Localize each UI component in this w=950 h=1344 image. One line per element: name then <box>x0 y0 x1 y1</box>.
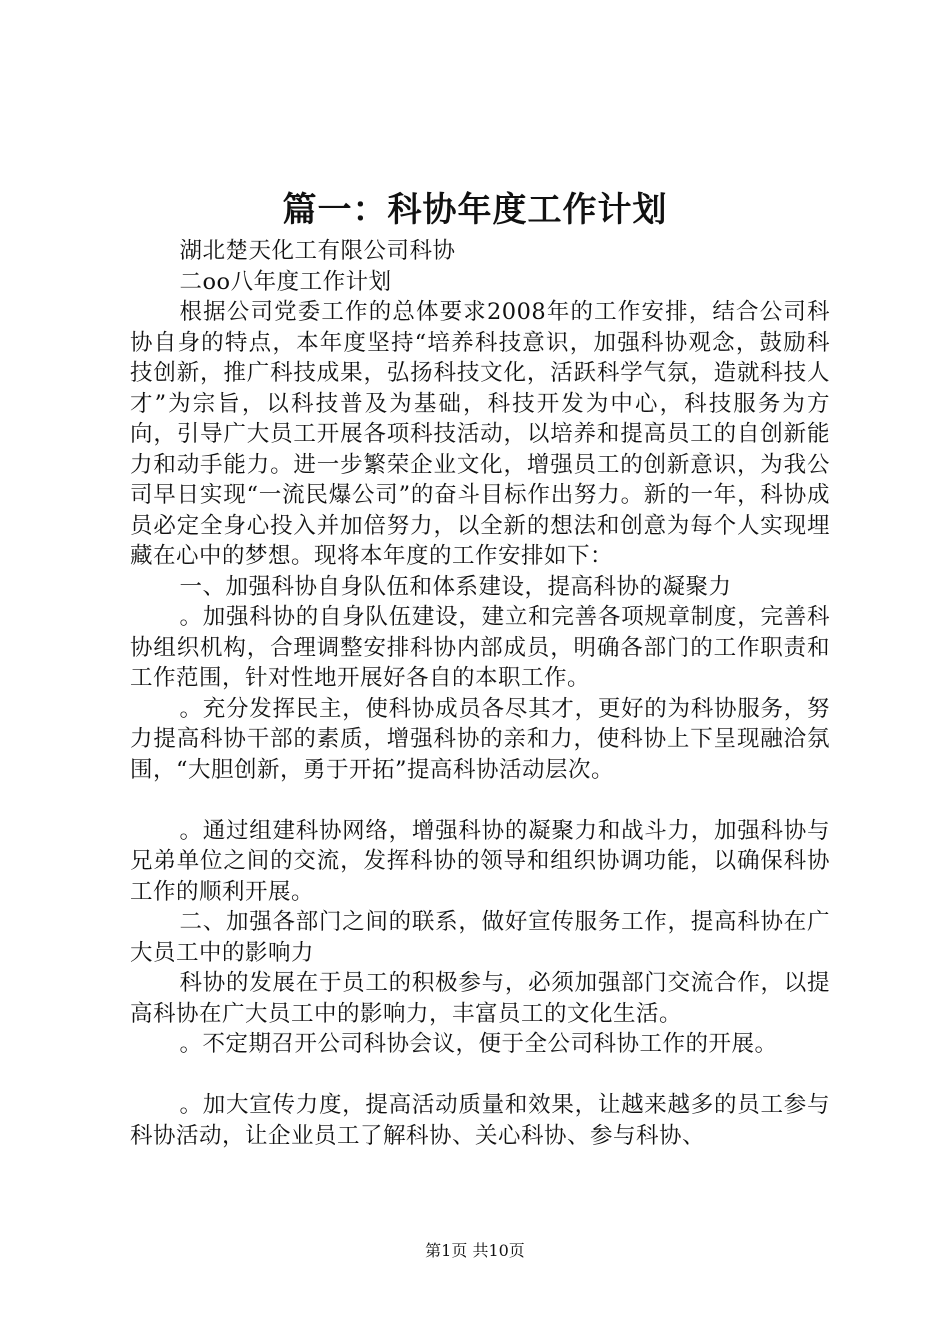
paragraph-item: 。不定期召开公司科协会议，便于全公司科协工作的开展。 <box>179 1031 778 1057</box>
section-heading-1: 一、加强科协自身队伍和体系建设，提高科协的凝聚力 <box>179 573 732 600</box>
plan-line: 二oo八年度工作计划 <box>179 268 392 295</box>
paragraph-intro: 根据公司党委工作的总体要求2008年的工作安排，结合公司科协自身的特点，本年度坚持“培养科技意识，加强科协观念，鼓励科技创新，推广科技成果，弘扬科技文化，活跃科学气氛，造就科技人才”为宗旨，以科技普及为基础，科技开发为中心，科技服务为方向，引导广大员工开展各项科技活动，以培养和提高员工的自创新能力和动手能力。进一步繁荣企业文化，增强员工的创新意识，为我公司早日实现“一流民爆公司”的奋斗目标作出努力。新的一年，科协成员必定全身心投入并加倍努力，以全新的想法和创意为每个人实现埋藏在心中的梦想。现将本年度的工作安排如下： <box>130 299 830 569</box>
paragraph-item: 。加大宣传力度，提高活动质量和效果，让越来越多的员工参与科协活动，让企业员工了解科协、关心科协、参与科协、 <box>130 1092 830 1149</box>
section-heading-2: 二、加强各部门之间的联系，做好宣传服务工作，提高科协在广大员工中的影响力 <box>130 909 830 966</box>
paragraph-item: 。通过组建科协网络，增强科协的凝聚力和战斗力，加强科协与兄弟单位之间的交流，发挥科协的领导和组织协调功能，以确保科协工作的顺利开展。 <box>130 817 830 905</box>
paragraph-item: 科协的发展在于员工的积极参与，必须加强部门交流合作，以提高科协在广大员工中的影响力，丰富员工的文化生活。 <box>130 970 830 1027</box>
paragraph-item: 。充分发挥民主，使科协成员各尽其才，更好的为科协服务，努力提高科协干部的素质，增强科协的亲和力，使科协上下呈现融洽氛围，“大胆创新，勇于开拓”提高科协活动层次。 <box>130 695 830 783</box>
company-line: 湖北楚天化工有限公司科协 <box>179 238 456 264</box>
document-title: 篇一：科协年度工作计划 <box>282 190 668 230</box>
document-body <box>130 236 830 1151</box>
page-footer: 第1页 共10页 <box>425 1241 525 1260</box>
paragraph-item: 。加强科协的自身队伍建设，建立和完善各项规章制度，完善科协组织机构，合理调整安排科协内部成员，明确各部门的工作职责和工作范围，针对性地开展好各自的本职工作。 <box>130 604 830 691</box>
paragraph-gap <box>130 1060 830 1091</box>
paragraph-gap <box>130 785 830 816</box>
